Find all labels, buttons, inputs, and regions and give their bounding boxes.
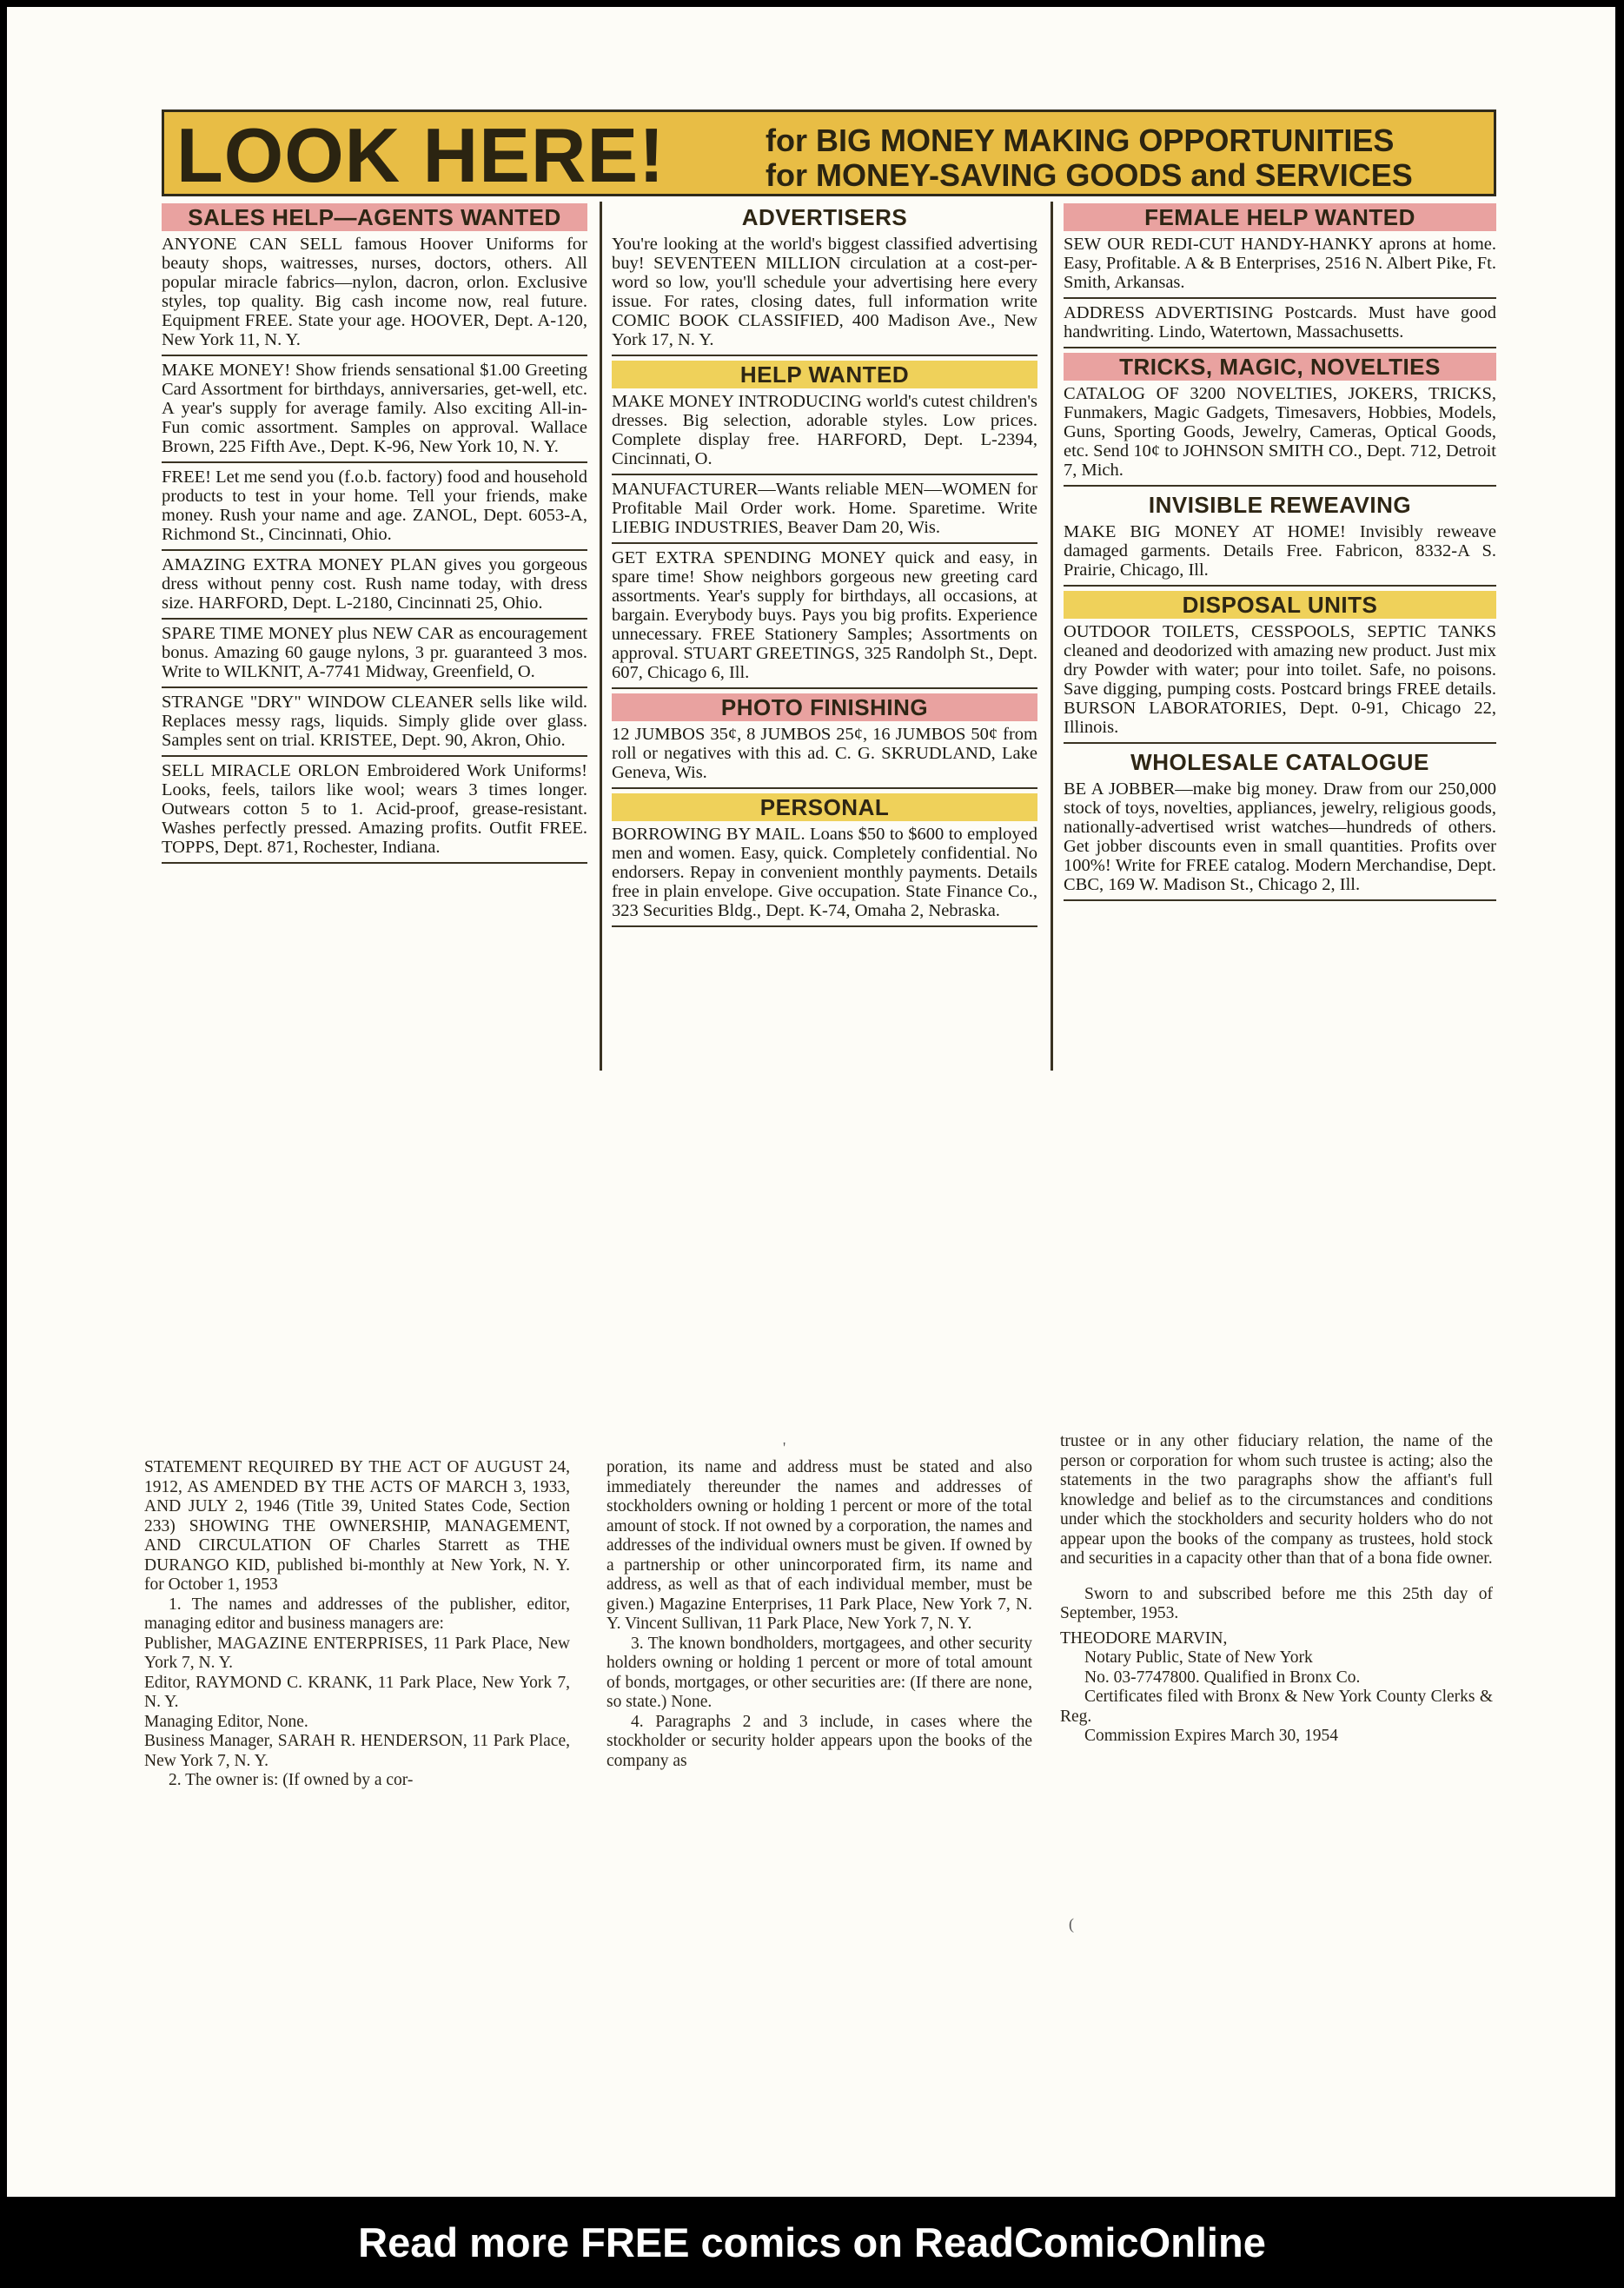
- banner-line-2: for MONEY-SAVING GOODS and SERVICES: [766, 157, 1413, 193]
- ad-item: GET EXTRA SPENDING MONEY quick and easy, in spare time! Show neighbors gorgeous new greeting card assortments. Year's supply for birthdays, all occasions, at bargain. Everybody buys. Pays you big profits. Experience unnecessary. FREE Stationery Samples; Assortments on approval. STUART GREETINGS, 325 Randolph St., Dept. 607, Chicago 6, Ill.: [612, 548, 1037, 689]
- column-divider: [1051, 202, 1053, 1071]
- statement-column-2: [607, 1458, 1032, 1771]
- notary-line: Certificates filed with Bronx & New York County Clerks & Reg.: [1060, 1688, 1493, 1726]
- sworn-line: Sworn to and subscribed before me this 25th day of September, 1953.: [1060, 1584, 1493, 1622]
- ad-item: SEW OUR REDI-CUT HANDY-HANKY aprons at home. Easy, Profitable. A & B Enterprises, 2516 N. Albert Pike, Ft. Smith, Arkansas.: [1064, 235, 1496, 299]
- section-heading: WHOLESALE CATALOGUE: [1130, 749, 1429, 775]
- section-heading: PHOTO FINISHING: [612, 693, 1037, 721]
- ads-column-3: [1064, 202, 1496, 905]
- ad-item: MANUFACTURER—Wants reliable MEN—WOMEN for Profitable Mail Order work. Home. Sparetime. Write LIEBIG INDUSTRIES, Beaver Dam 20, Wis.: [612, 480, 1037, 544]
- banner-title: LOOK HERE!: [176, 112, 666, 198]
- ad-item: You're looking at the world's biggest classified advertising buy! SEVENTEEN MILLION circulation at a cost-per-word so low, you'll schedule your advertising here every issue. For rates, closing dates, full information write COMIC BOOK CLASSIFIED, 400 Madison Ave., New York 17, N. Y.: [612, 235, 1037, 356]
- statement-line: Publisher, MAGAZINE ENTERPRISES, 11 Park Place, New York 7, N. Y.: [144, 1634, 570, 1672]
- statement-line: Managing Editor, None.: [144, 1712, 308, 1731]
- statement-paragraph: 1. The names and addresses of the publisher, editor, managing editor and business managers are:: [144, 1595, 570, 1633]
- ad-item: BORROWING BY MAIL. Loans $50 to $600 to employed men and women. Easy, quick. Completely confidential. No endorsers. Repay in convenient monthly payments. Details free in plain envelope. Give occupation. State Finance Co., 323 Securities Bldg., Dept. K-74, Omaha 2, Nebraska.: [612, 825, 1037, 927]
- stray-mark: ': [783, 1439, 786, 1456]
- notary-line: Commission Expires March 30, 1954: [1084, 1727, 1338, 1745]
- ad-item: SPARE TIME MONEY plus NEW CAR as encouragement bonus. Amazing 60 gauge nylons, 3 pr. guaranteed 3 mos. Write to WILKNIT, A-7741 Midway, Greenfield, O.: [162, 624, 587, 688]
- look-here-banner: [162, 109, 1496, 196]
- statement-line: Editor, RAYMOND C. KRANK, 11 Park Place, New York 7, N. Y.: [144, 1673, 570, 1711]
- statement-paragraph: 4. Paragraphs 2 and 3 include, in cases where the stockholder or security holder appears upon the books of the company as: [607, 1712, 1032, 1770]
- section-heading: INVISIBLE REWEAVING: [1148, 492, 1412, 518]
- statement-intro: STATEMENT REQUIRED BY THE ACT OF AUGUST 24, 1912, AS AMENDED BY THE ACTS OF MARCH 3, 1933, AND JULY 2, 1946 (Title 39, United States Code, Section 233) SHOWING THE OWNERSHIP, MANAGEMENT, AND CIRCULATION OF Charles Starrett as THE DURANGO KID, published bi-monthly at New York, N. Y. for October 1, 1953: [144, 1458, 570, 1594]
- ad-item: AMAZING EXTRA MONEY PLAN gives you gorgeous dress without penny cost. Rush name today, with dress size. HARFORD, Dept. L-2180, Cincinnati 25, Ohio.: [162, 555, 587, 620]
- classified-ads: [162, 92, 1496, 1065]
- ad-item: ANYONE CAN SELL famous Hoover Uniforms for beauty shops, waitresses, nurses, doctors, others. All popular miracle fabrics—nylon, dacron, orlon. Exclusive styles, top quality. Big cash income now, real future. Equipment FREE. State your age. HOOVER, Dept. A-120, New York 11, N. Y.: [162, 235, 587, 356]
- section-heading: ADVERTISERS: [741, 204, 908, 230]
- ad-item: OUTDOOR TOILETS, CESSPOOLS, SEPTIC TANKS cleaned and deodorized with amazing new product. Just mix dry Powder with water; pour into toilet. Safe, no poisons. Save digging, pumping costs. Postcard brings FREE details. BURSON LABORATORIES, Dept. 0-91, Chicago 22, Illinois.: [1064, 622, 1496, 744]
- ad-item: MAKE MONEY INTRODUCING world's cutest children's dresses. Big selection, adorable styles. Low prices. Complete display free. HARFORD, Dept. L-2394, Cincinnati, O.: [612, 392, 1037, 475]
- statement-paragraph: poration, its name and address must be stated and also immediately thereunder the names and addresses of stockholders owning or holding 1 percent or more of the total amount of stock. If not owned by a corporation, the names and addresses of the individual owners must be given. If owned by a partnership or other unincorporated firm, its name and address, as well as that of each individual member, must be given.) Magazine Enterprises, 11 Park Place, New York 7, N. Y. Vincent Sullivan, 11 Park Place, New York 7, N. Y.: [607, 1458, 1032, 1633]
- ad-item: 12 JUMBOS 35¢, 8 JUMBOS 25¢, 16 JUMBOS 50¢ from roll or negatives with this ad. C. G. SKRUDLAND, Lake Geneva, Wis.: [612, 725, 1037, 789]
- ad-item: CATALOG OF 3200 NOVELTIES, JOKERS, TRICKS, Funmakers, Magic Gadgets, Timesavers, Hobbies, Models, Guns, Sporting Goods, Jewelry, Cameras, Optical Goods, etc. Send 10¢ to JOHNSON SMITH CO., Dept. 712, Detroit 7, Mich.: [1064, 384, 1496, 487]
- ad-item: ADDRESS ADVERTISING Postcards. Must have good handwriting. Lindo, Watertown, Massachusetts.: [1064, 303, 1496, 348]
- footer-link[interactable]: Read more FREE comics on ReadComicOnline: [358, 2219, 1266, 2265]
- ad-item: FREE! Let me send you (f.o.b. factory) food and household products to test in your home. Tell your friends, make money. Rush your name and age. ZANOL, Dept. 6053-A, Richmond St., Cincinnati, Ohio.: [162, 468, 587, 551]
- notary-line: No. 03-7747800. Qualified in Bronx Co.: [1084, 1668, 1361, 1687]
- ad-item: MAKE BIG MONEY AT HOME! Invisibly reweave damaged garments. Details Free. Fabricon, 8332-A S. Prairie, Chicago, Ill.: [1064, 522, 1496, 587]
- ad-item: BE A JOBBER—make big money. Draw from our 250,000 stock of toys, novelties, appliances, jewelry, religious goods, nationally-advertised wrist watches—hundreds of others. Get jobber discounts even in small quantities. Profits over 100%! Write for FREE catalog. Modern Merchandise, Dept. CBC, 169 W. Madison St., Chicago 2, Ill.: [1064, 779, 1496, 901]
- ad-item: SELL MIRACLE ORLON Embroidered Work Uniforms! Looks, feels, tailors like wool; wears 3 times longer. Outwears cotton 5 to 1. Acid-proof, grease-resistant. Washes perfectly pressed. Amazing profits. Outfit FREE. TOPPS, Dept. 871, Rochester, Indiana.: [162, 761, 587, 864]
- column-divider: [600, 202, 602, 1071]
- ad-item: STRANGE "DRY" WINDOW CLEANER sells like wild. Replaces messy rags, liquids. Simply glide over glass. Samples sent on trial. KRISTEE, Dept. 90, Akron, Ohio.: [162, 693, 587, 757]
- ads-column-1: [162, 202, 587, 868]
- section-heading: SALES HELP—AGENTS WANTED: [162, 203, 587, 231]
- statement-column-1: [144, 1458, 570, 1791]
- ad-item: MAKE MONEY! Show friends sensational $1.00 Greeting Card Assortment for birthdays, anniversaries, get-well, etc. A year's supply for average family. Also exciting All-in-Fun comic assortment. Samples on approval. Wallace Brown, 225 Fifth Ave., Dept. K-96, New York 10, N. Y.: [162, 361, 587, 463]
- section-heading: HELP WANTED: [612, 361, 1037, 388]
- ads-column-2: [612, 202, 1037, 932]
- statement-paragraph: trustee or in any other fiduciary relation, the name of the person or corporation for whom such trustee is acting; also the statements in the two paragraphs show the affiant's full knowledge and belief as to the circumstances and conditions under which the stockholders and security holders who do not appear upon the books of the company as trustees, hold stock and securities in a capacity other than that of a bona fide owner.: [1060, 1432, 1493, 1568]
- comic-page: [7, 7, 1615, 2197]
- notary-line: Notary Public, State of New York: [1084, 1648, 1313, 1667]
- statement-line: Business Manager, SARAH R. HENDERSON, 11 Park Place, New York 7, N. Y.: [144, 1732, 570, 1770]
- banner-line-1: for BIG MONEY MAKING OPPORTUNITIES: [766, 123, 1395, 158]
- section-heading: FEMALE HELP WANTED: [1064, 203, 1496, 231]
- stray-mark: (: [1069, 1915, 1074, 1933]
- notary-name: THEODORE MARVIN,: [1060, 1628, 1228, 1648]
- statement-paragraph: 2. The owner is: (If owned by a cor-: [169, 1771, 414, 1789]
- section-heading: TRICKS, MAGIC, NOVELTIES: [1064, 353, 1496, 381]
- footer-banner[interactable]: [0, 2197, 1624, 2288]
- section-heading: DISPOSAL UNITS: [1064, 591, 1496, 619]
- statement-paragraph: 3. The known bondholders, mortgagees, and other security holders owning or holding 1 percent or more of total amount of bonds, mortgages, or other securities are: (If there are none, so state.) None.: [607, 1634, 1032, 1711]
- section-heading: PERSONAL: [612, 793, 1037, 821]
- statement-column-3: [1060, 1432, 1493, 1747]
